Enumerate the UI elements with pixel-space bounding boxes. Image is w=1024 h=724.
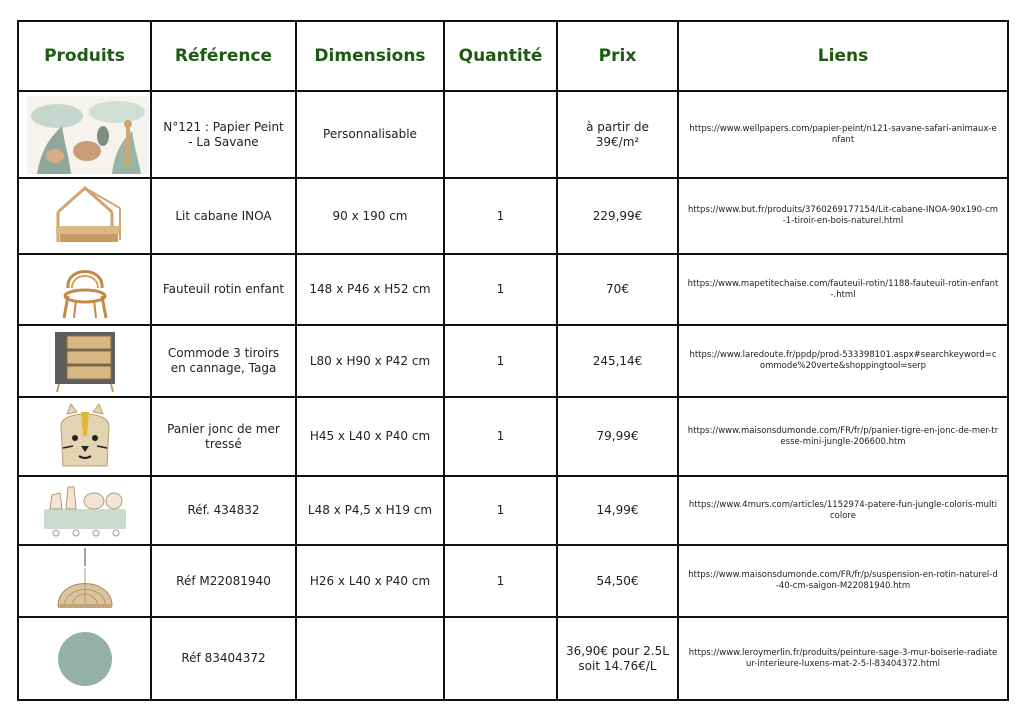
price-cell: 36,90€ pour 2.5L soit 14.76€/L — [557, 617, 678, 700]
reference-cell: N°121 : Papier Peint - La Savane — [151, 91, 296, 178]
product-link[interactable]: https://www.leroymerlin.fr/produits/peinture-sage-3-mur-boiserie-radiateur-interieure-luxens-mat-2-5-l-83404372.html — [678, 617, 1008, 700]
reference-cell: Commode 3 tiroirs en cannage, Taga — [151, 325, 296, 397]
table-row — [18, 545, 1008, 617]
product-image-cell — [18, 91, 151, 178]
reference-cell: Réf 83404372 — [151, 617, 296, 700]
product-image-cell — [18, 545, 151, 617]
reference-cell: Panier jonc de mer tressé — [151, 397, 296, 476]
header-prix: Prix — [557, 21, 678, 91]
product-link[interactable]: https://www.maisonsdumonde.com/FR/fr/p/panier-tigre-en-jonc-de-mer-tresse-mini-jungle-206600.htm — [678, 397, 1008, 476]
product-link[interactable]: https://www.maisonsdumonde.com/FR/fr/p/suspension-en-rotin-naturel-d-40-cm-saigon-M22081940.htm — [678, 545, 1008, 617]
header-liens: Liens — [678, 21, 1008, 91]
reference-cell: Lit cabane INOA — [151, 178, 296, 254]
product-image-cell — [18, 397, 151, 476]
dimensions-cell: L48 x P4,5 x H19 cm — [296, 476, 444, 545]
reference-cell: Réf. 434832 — [151, 476, 296, 545]
quantity-cell: 1 — [444, 545, 557, 617]
dimensions-cell: L80 x H90 x P42 cm — [296, 325, 444, 397]
savanna-wallpaper-image — [27, 96, 149, 174]
product-image-cell — [18, 325, 151, 397]
table-row — [18, 617, 1008, 700]
quantity-cell — [444, 617, 557, 700]
product-image-cell — [18, 178, 151, 254]
animal-coat-rack-image — [38, 481, 132, 541]
quantity-cell: 1 — [444, 476, 557, 545]
price-cell: 79,99€ — [557, 397, 678, 476]
header-row — [18, 21, 1008, 91]
product-link[interactable]: https://www.4murs.com/articles/1152974-patere-fun-jungle-coloris-multicolore — [678, 476, 1008, 545]
price-cell: 14,99€ — [557, 476, 678, 545]
cabin-bed-image — [40, 182, 130, 250]
price-cell: 229,99€ — [557, 178, 678, 254]
header-reference: Référence — [151, 21, 296, 91]
dimensions-cell: 90 x 190 cm — [296, 178, 444, 254]
table-row — [18, 476, 1008, 545]
reference-cell: Fauteuil rotin enfant — [151, 254, 296, 325]
table-row — [18, 178, 1008, 254]
quantity-cell — [444, 91, 557, 178]
product-link[interactable]: https://www.laredoute.fr/ppdp/prod-533398101.aspx#searchkeyword=commode%20verte&shoppingtool=serp — [678, 325, 1008, 397]
header-produits: Produits — [18, 21, 151, 91]
quantity-cell: 1 — [444, 178, 557, 254]
product-image-cell — [18, 254, 151, 325]
dimensions-cell: 148 x P46 x H52 cm — [296, 254, 444, 325]
dimensions-cell: H45 x L40 x P40 cm — [296, 397, 444, 476]
table-row — [18, 254, 1008, 325]
quantity-cell: 1 — [444, 397, 557, 476]
table-row — [18, 397, 1008, 476]
reference-cell: Réf M22081940 — [151, 545, 296, 617]
rattan-pendant-lamp-image — [50, 548, 120, 614]
product-link[interactable]: https://www.wellpapers.com/papier-peint/n121-savane-safari-animaux-enfant — [678, 91, 1008, 178]
quantity-cell: 1 — [444, 325, 557, 397]
product-table — [17, 20, 1009, 701]
product-image-cell — [18, 476, 151, 545]
product-image-cell — [18, 617, 151, 700]
tiger-basket-image — [53, 402, 117, 472]
product-link[interactable]: https://www.but.fr/produits/3760269177154/Lit-cabane-INOA-90x190-cm-1-tiroir-en-bois-naturel.html — [678, 178, 1008, 254]
dimensions-cell: H26 x L40 x P40 cm — [296, 545, 444, 617]
dimensions-cell — [296, 617, 444, 700]
cane-dresser-image — [45, 328, 125, 394]
price-cell: à partir de 39€/m² — [557, 91, 678, 178]
product-link[interactable]: https://www.mapetitechaise.com/fauteuil-rotin/1188-fauteuil-rotin-enfant-.html — [678, 254, 1008, 325]
price-cell: 54,50€ — [557, 545, 678, 617]
header-dimensions: Dimensions — [296, 21, 444, 91]
price-cell: 70€ — [557, 254, 678, 325]
header-quantite: Quantité — [444, 21, 557, 91]
quantity-cell: 1 — [444, 254, 557, 325]
sage-paint-swatch-image — [55, 629, 115, 689]
rattan-armchair-image — [50, 258, 120, 322]
table-row — [18, 325, 1008, 397]
price-cell: 245,14€ — [557, 325, 678, 397]
table-row — [18, 91, 1008, 178]
dimensions-cell: Personnalisable — [296, 91, 444, 178]
